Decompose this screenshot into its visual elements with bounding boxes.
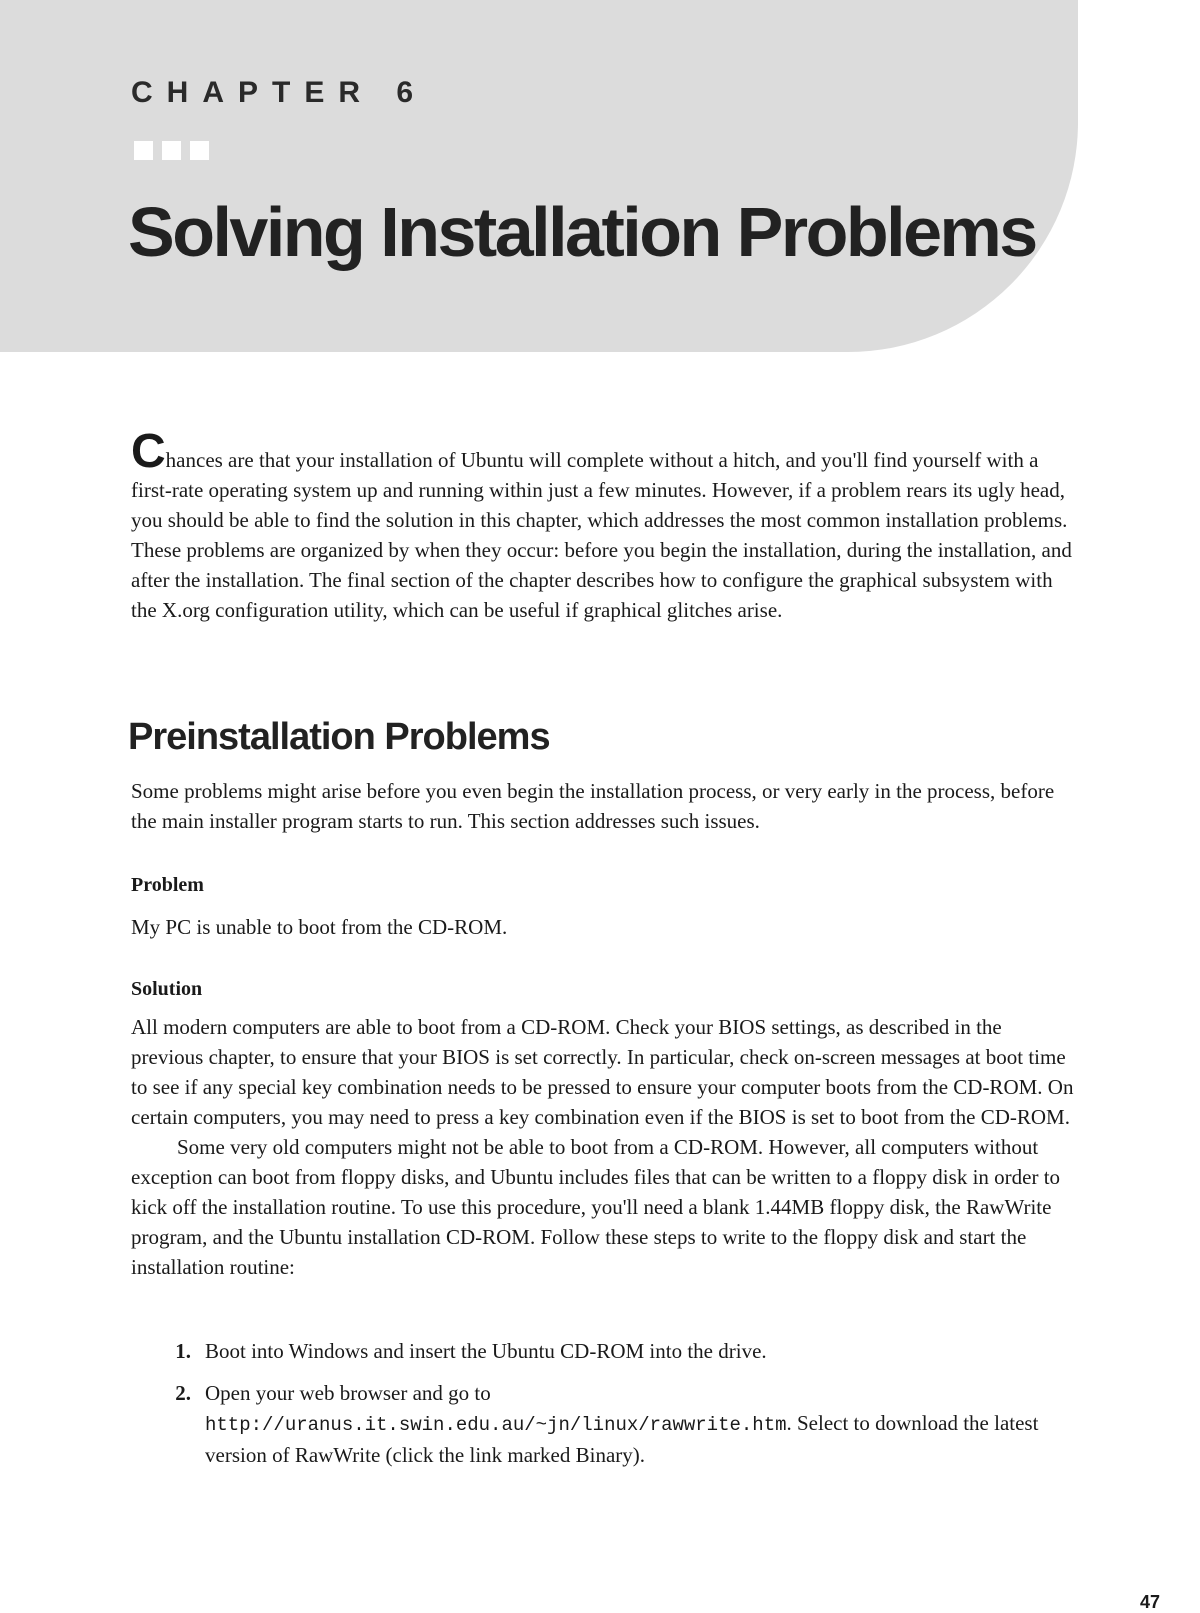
step-text-after: . Select to download the latest version of RawWrite (click the link marked Binary). xyxy=(205,1411,1039,1467)
ornament-square xyxy=(162,141,181,160)
solution-text xyxy=(131,1012,1076,1282)
chapter-label: CHAPTER 6 xyxy=(131,76,428,109)
step-text-before: Open your web browser and go to xyxy=(205,1381,491,1405)
list-item xyxy=(131,1378,1076,1470)
ornament-square xyxy=(134,141,153,160)
step-number: 1. xyxy=(175,1339,191,1363)
ornament-square xyxy=(190,141,209,160)
problem-text: My PC is unable to boot from the CD-ROM. xyxy=(131,915,508,939)
list-item xyxy=(131,1336,1076,1366)
solution-heading: Solution xyxy=(131,978,203,1000)
page-number: 47 xyxy=(1140,1592,1161,1612)
solution-paragraph-2: Some very old computers might not be able to boot from a CD-ROM. However, all computers without exception can boot from floppy disks, and Ubuntu includes files that can be written to a floppy disk in order to kick off the installation routine. To use this procedure, you'll need a blank 1.44MB floppy disk, the RawWrite program, and the Ubuntu installation CD-ROM. Follow these steps to write to the floppy disk and start the installation routine: xyxy=(131,1135,1061,1279)
section-paragraph: Some problems might arise before you even begin the installation process, or very early in the process, before the main installer program starts to run. This section addresses such issues. xyxy=(131,779,1055,833)
drop-cap: C xyxy=(131,425,166,478)
section-heading: Preinstallation Problems xyxy=(128,716,550,758)
steps-list xyxy=(131,1336,1076,1482)
step-text xyxy=(205,1378,1076,1470)
intro-paragraph xyxy=(131,425,1076,625)
chapter-title: Solving Installation Problems xyxy=(128,193,1036,271)
intro-text: hances are that your installation of Ubuntu will complete without a hitch, and you'll find yourself with a first-rate operating system up and running within just a few minutes. However, if a problem rears its ugly head, you should be able to find the solution in this chapter, which addresses the most common installation problems. These problems are organized by when they occur: before you begin the installation, during the installation, and after the installation. The final section of the chapter describes how to configure the graphical subsystem with the X.org configuration utility, which can be useful if graphical glitches arise. xyxy=(131,448,1072,622)
solution-paragraph-1: All modern computers are able to boot from a CD-ROM. Check your BIOS settings, as described in the previous chapter, to ensure that your BIOS is set correctly. In particular, check on-screen messages at boot time to see if any special key combination needs to be pressed to ensure your computer boots from the CD-ROM. On certain computers, you may need to press a key combination even if the BIOS is set to boot from the CD-ROM. xyxy=(131,1015,1074,1129)
chapter-banner xyxy=(0,0,1078,352)
step-number: 2. xyxy=(175,1381,191,1405)
step-text: Boot into Windows and insert the Ubuntu CD-ROM into the drive. xyxy=(205,1339,767,1363)
problem-heading: Problem xyxy=(131,874,204,896)
chapter-ornament xyxy=(134,141,209,160)
rawwrite-url-link[interactable]: http://uranus.it.swin.edu.au/~jn/linux/rawwrite.htm xyxy=(205,1414,787,1436)
